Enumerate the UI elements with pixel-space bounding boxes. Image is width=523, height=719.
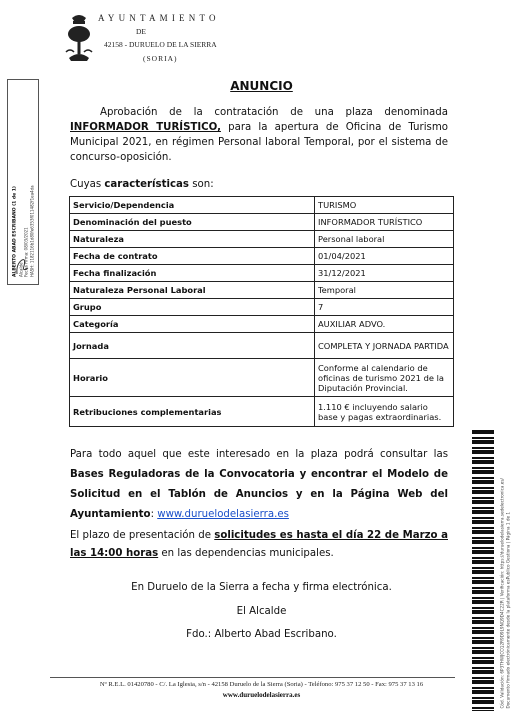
barcode-bar <box>472 550 494 554</box>
row-value: 1.110 € incluyendo salario base y pagas extraordinarias. <box>315 397 454 427</box>
barcode-bar <box>472 520 494 524</box>
barcode-bar <box>472 637 494 639</box>
barcode-bar <box>472 580 494 584</box>
barcode-bar <box>472 560 494 564</box>
deadline-paragraph <box>70 527 448 563</box>
footer-divider <box>50 677 455 678</box>
plazo-pre: El plazo de presentación de <box>70 530 215 541</box>
row-value: AUXILIAR ADVO. <box>315 316 454 333</box>
validation-line1: Cód. Validación: 6P3THWJCCQ2R9D9L9NQ9D4C22R | Verificación: https://duruelodelasierra.sedelectronica.es/ <box>499 477 505 708</box>
barcode-bar <box>472 447 494 449</box>
intro-bold: INFORMADOR TURÍSTICO, <box>70 122 221 133</box>
barcode-bar <box>472 650 494 654</box>
barcode-bar <box>472 700 494 704</box>
barcode-bar <box>472 657 494 659</box>
barcode-bar <box>472 680 494 684</box>
row-value: COMPLETA Y JORNADA PARTIDA <box>315 333 454 359</box>
row-value: Temporal <box>315 282 454 299</box>
barcode-bar <box>472 600 494 604</box>
bases-pre: Para todo aquel que este interesado en la plaza podrá consultar las <box>70 449 448 460</box>
stamp-date: Fecha Firma: 08/03/2021 <box>23 227 29 277</box>
row-key: Denominación del puesto <box>70 214 315 231</box>
row-key: Horario <box>70 359 315 397</box>
footer-web: www.duruelodelasierra.es <box>222 691 301 699</box>
barcode-bar <box>472 647 494 649</box>
table-row <box>70 299 454 316</box>
letterhead-province: (SORIA) <box>143 54 178 63</box>
barcode-bar <box>472 667 494 669</box>
barcode-bar <box>472 507 494 509</box>
letterhead-place: 42158 - DURUELO DE LA SIERRA <box>104 40 217 49</box>
validation-line2: Documento firmado electrónicamente desde la plataforma esPublico Gestiona | Página 1 de 1 <box>505 511 510 708</box>
bases-bold: Bases Reguladoras de la Convocatoria y encontrar el Modelo de Solicitud en el Tablón de Anuncios y en la Página Web del Ayuntamiento <box>70 469 448 520</box>
barcode-bar <box>472 547 494 549</box>
table-row <box>70 333 454 359</box>
barcode-bar <box>472 540 494 544</box>
barcode-bar <box>472 500 494 504</box>
barcode-bar <box>472 477 494 479</box>
page-title: ANUNCIO <box>230 79 293 93</box>
row-key: Categoría <box>70 316 315 333</box>
barcode-bar <box>472 670 494 674</box>
footer-address: Nº R.E.L. 01420780 - C/. La Iglesia, s/n - 42158 Duruelo de la Sierra (Soria) - Teléfono: 975 37 12 50 - Fax: 975 37 13 16 <box>99 681 424 688</box>
plazo-post: en las dependencias municipales. <box>158 548 334 559</box>
signature-icon <box>14 254 32 278</box>
barcode-bar <box>472 617 494 619</box>
bases-paragraph <box>70 445 448 525</box>
barcode-bar <box>472 690 494 694</box>
intro-pre: Aprobación de la contratación de una plaza denominada <box>100 107 448 118</box>
barcode-bar <box>472 677 494 679</box>
closing-date: En Duruelo de la Sierra a fecha y firma electrónica. <box>131 582 392 593</box>
barcode-bar <box>472 607 494 609</box>
barcode-bar <box>472 480 494 484</box>
table-row <box>70 397 454 427</box>
stamp-hash: HASH: 1182116b1d80fe6353f011482f1ea4da <box>29 185 34 277</box>
website-link[interactable]: www.duruelodelasierra.es <box>157 509 289 520</box>
row-key: Grupo <box>70 299 315 316</box>
barcode-bar <box>472 527 494 529</box>
barcode-bar <box>472 567 494 569</box>
row-key: Jornada <box>70 333 315 359</box>
barcode-bar <box>472 570 494 574</box>
barcode-bar <box>472 707 494 709</box>
row-key: Naturaleza <box>70 231 315 248</box>
barcode-bar <box>472 490 494 494</box>
barcode-bar <box>472 487 494 489</box>
row-key: Retribuciones complementarias <box>70 397 315 427</box>
barcode-bar <box>472 587 494 589</box>
table-row <box>70 197 454 214</box>
characteristics-line <box>70 177 214 192</box>
table-row <box>70 231 454 248</box>
row-value: TURISMO <box>315 197 454 214</box>
barcode-bar <box>472 627 494 629</box>
barcode-bar <box>472 620 494 624</box>
validation-strip <box>493 430 517 711</box>
bases-mid: : <box>150 509 158 520</box>
barcode-bar <box>472 710 494 711</box>
barcode-bar <box>472 537 494 539</box>
barcode-bar <box>472 430 494 434</box>
barcode-bar <box>472 610 494 614</box>
stamp-name: ALBERTO ABAD ESCRIBANO (1 de 1) <box>12 186 18 277</box>
table-row <box>70 248 454 265</box>
barcode-bar <box>472 697 494 699</box>
barcode-bar <box>472 640 494 644</box>
caract-pre: Cuyas <box>70 179 105 190</box>
barcode-bar <box>472 590 494 594</box>
barcode-bar <box>472 597 494 599</box>
intro-paragraph <box>70 105 448 165</box>
row-value: 31/12/2021 <box>315 265 454 282</box>
characteristics-table <box>69 196 454 427</box>
table-row <box>70 316 454 333</box>
barcode-bar <box>472 517 494 519</box>
barcode-bar <box>472 470 494 474</box>
intro-post: para la apertura de Oficina de Turismo Municipal 2021, en régimen Personal laboral Temporal, por el sistema de concurso-oposición. <box>70 122 448 163</box>
row-key: Fecha de contrato <box>70 248 315 265</box>
barcode-bar <box>472 687 494 689</box>
table-row <box>70 214 454 231</box>
row-value: 7 <box>315 299 454 316</box>
caract-bold: características <box>104 179 189 190</box>
barcode-bar <box>472 460 494 464</box>
row-value: 01/04/2021 <box>315 248 454 265</box>
barcode-bar <box>472 510 494 514</box>
plazo-bold: solicitudes es hasta el día 22 de Marzo a las 14:00 horas <box>70 530 448 559</box>
table-row <box>70 265 454 282</box>
barcode-bar <box>472 440 494 444</box>
row-value: Conforme al calendario de oficinas de turismo 2021 de la Diputación Provincial. <box>315 359 454 397</box>
table-row <box>70 359 454 397</box>
row-key: Fecha finalización <box>70 265 315 282</box>
letterhead-title: AYUNTAMIENTO <box>98 13 220 23</box>
barcode-bar <box>472 497 494 499</box>
letterhead-de: DE <box>136 27 146 36</box>
caract-post: son: <box>188 179 214 190</box>
row-value: Personal laboral <box>315 231 454 248</box>
row-key: Naturaleza Personal Laboral <box>70 282 315 299</box>
barcode-bar <box>472 467 494 469</box>
barcode-bar <box>472 557 494 559</box>
stamp-role: Alcalde <box>18 262 23 277</box>
stamp-text <box>12 87 35 277</box>
closing-signature: Fdo.: Alberto Abad Escribano. <box>186 629 337 640</box>
coat-of-arms-icon <box>64 12 94 62</box>
validation-text <box>500 433 511 708</box>
closing-role: El Alcalde <box>236 606 287 617</box>
row-key: Servicio/Dependencia <box>70 197 315 214</box>
barcode-bar <box>472 437 494 439</box>
barcode-bar <box>472 660 494 664</box>
table-row <box>70 282 454 299</box>
barcode-bar <box>472 450 494 454</box>
barcode-bar <box>472 577 494 579</box>
row-value: INFORMADOR TURÍSTICO <box>315 214 454 231</box>
barcode-icon <box>472 430 494 711</box>
barcode-bar <box>472 630 494 634</box>
barcode-bar <box>472 530 494 534</box>
barcode-bar <box>472 457 494 459</box>
